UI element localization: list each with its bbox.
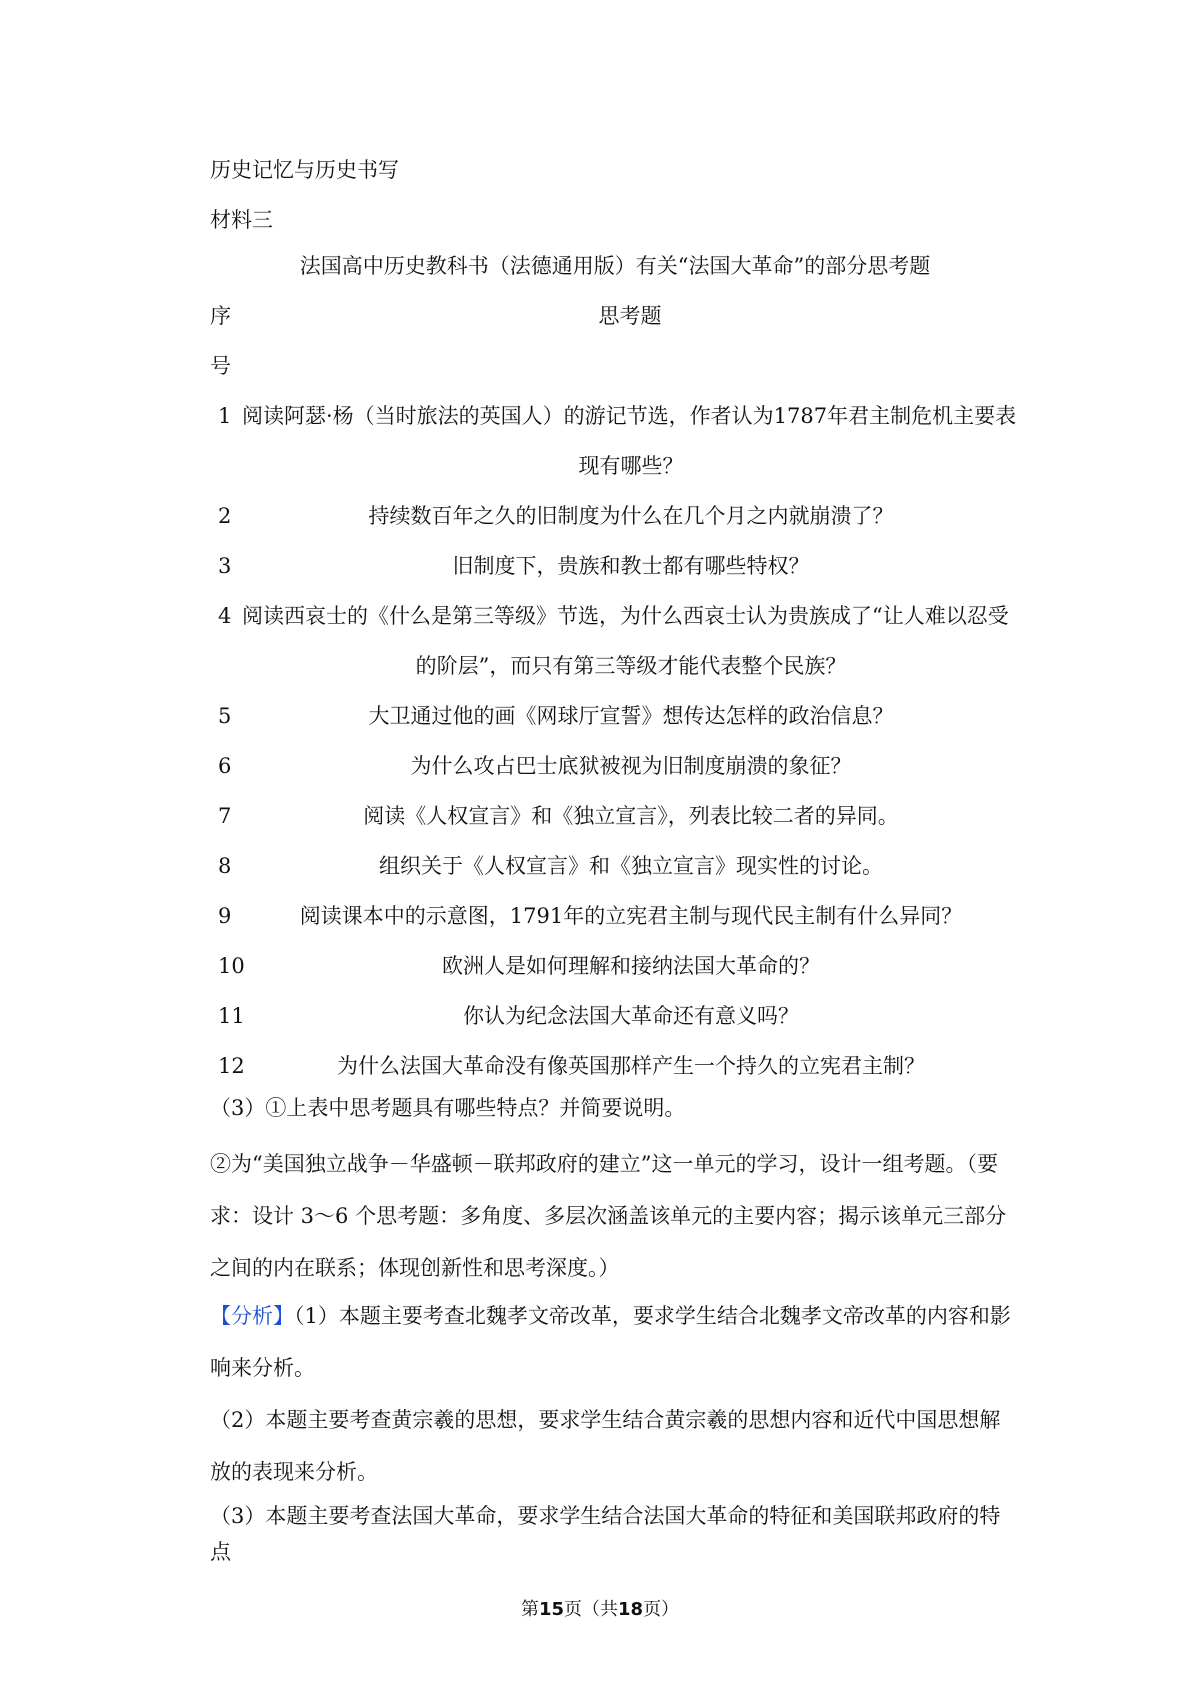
row-number: 8 <box>218 854 232 878</box>
current-page-number: 15 <box>538 1599 564 1620</box>
question3-part2: ②为“美国独立战争－华盛顿－联邦政府的建立”这一单元的学习，设计一组考题。（要求：设计 3～6 个思考题：多角度、多层次涵盖该单元的主要内容；揭示该单元三部分之间的内在联系；体现创新性和思考深度。） <box>210 1152 1007 1280</box>
row-question: 旧制度下，贵族和教士都有哪些特权？ <box>452 554 810 578</box>
footer-suffix: 页） <box>643 1599 680 1620</box>
row-number: 9 <box>218 904 232 928</box>
row-question: 持续数百年之久的旧制度为什么在几个月之内就崩溃了？ <box>368 504 894 528</box>
analysis-paragraph-2: （2）本题主要考查黄宗羲的思想，要求学生结合黄宗羲的思想内容和近代中国思想解放的表现来分析。 <box>210 1408 1001 1484</box>
question3-part1: （3）①上表中思考题具有哪些特点？并简要说明。 <box>210 1096 686 1120</box>
row-question: 阅读课本中的示意图，1791年的立宪君主制与现代民主制有什么异同？ <box>299 904 963 928</box>
row-number: 11 <box>218 1004 245 1028</box>
analysis-text-1: （1）本题主要考查北魏孝文帝改革，要求学生结合北魏孝文帝改革的内容和影响来分析。 <box>210 1304 1011 1380</box>
row-question-continued: 的阶层”，而只有第三等级才能代表整个民族？ <box>415 654 847 678</box>
analysis-paragraph-1 <box>210 1290 1020 1394</box>
row-number: 5 <box>218 704 232 728</box>
table-header-number-line2: 号 <box>210 354 231 378</box>
analysis-tag: 【分析】 <box>210 1304 294 1328</box>
analysis-paragraph-3: （3）本题主要考查法国大革命，要求学生结合法国大革命的特征和美国联邦政府的特点 <box>210 1504 1001 1564</box>
footer-prefix: 第 <box>520 1599 539 1620</box>
row-question: 为什么攻占巴士底狱被视为旧制度崩溃的象征？ <box>410 754 852 778</box>
row-number: 3 <box>218 554 232 578</box>
row-question: 欧洲人是如何理解和接纳法国大革命的？ <box>442 954 820 978</box>
row-question-continued: 现有哪些？ <box>578 454 684 478</box>
row-number: 4 <box>218 604 232 628</box>
footer-middle: 页（共 <box>564 1599 618 1620</box>
row-number: 2 <box>218 504 232 528</box>
row-number: 1 <box>218 404 232 428</box>
table-header-question: 思考题 <box>598 304 662 328</box>
row-question: 你认为纪念法国大革命还有意义吗？ <box>463 1004 799 1028</box>
row-number: 10 <box>218 954 245 978</box>
page-footer <box>0 1598 1200 1622</box>
row-question: 大卫通过他的画《网球厅宣誓》想传达怎样的政治信息？ <box>368 704 894 728</box>
row-question: 为什么法国大革命没有像英国那样产生一个持久的立宪君主制？ <box>337 1054 925 1078</box>
section-title: 历史记忆与历史书写 <box>210 158 399 182</box>
row-number: 6 <box>218 754 232 778</box>
row-question: 组织关于《人权宣言》和《独立宣言》现实性的讨论。 <box>379 854 883 878</box>
total-page-count: 18 <box>618 1599 644 1620</box>
row-number: 12 <box>218 1054 245 1078</box>
row-question: 阅读《人权宣言》和《独立宣言》，列表比较二者的异同。 <box>363 804 899 828</box>
material-label: 材料三 <box>210 208 273 232</box>
row-question: 阅读阿瑟·杨（当时旅法的英国人）的游记节选，作者认为1787年君主制危机主要表 <box>242 404 1017 428</box>
row-number: 7 <box>218 804 232 828</box>
table-header-number-line1: 序 <box>210 304 231 328</box>
table-caption: 法国高中历史教科书（法德通用版）有关“法国大革命”的部分思考题 <box>299 254 931 278</box>
row-question: 阅读西哀士的《什么是第三等级》节选，为什么西哀士认为贵族成了“让人难以忍受 <box>242 604 1009 628</box>
